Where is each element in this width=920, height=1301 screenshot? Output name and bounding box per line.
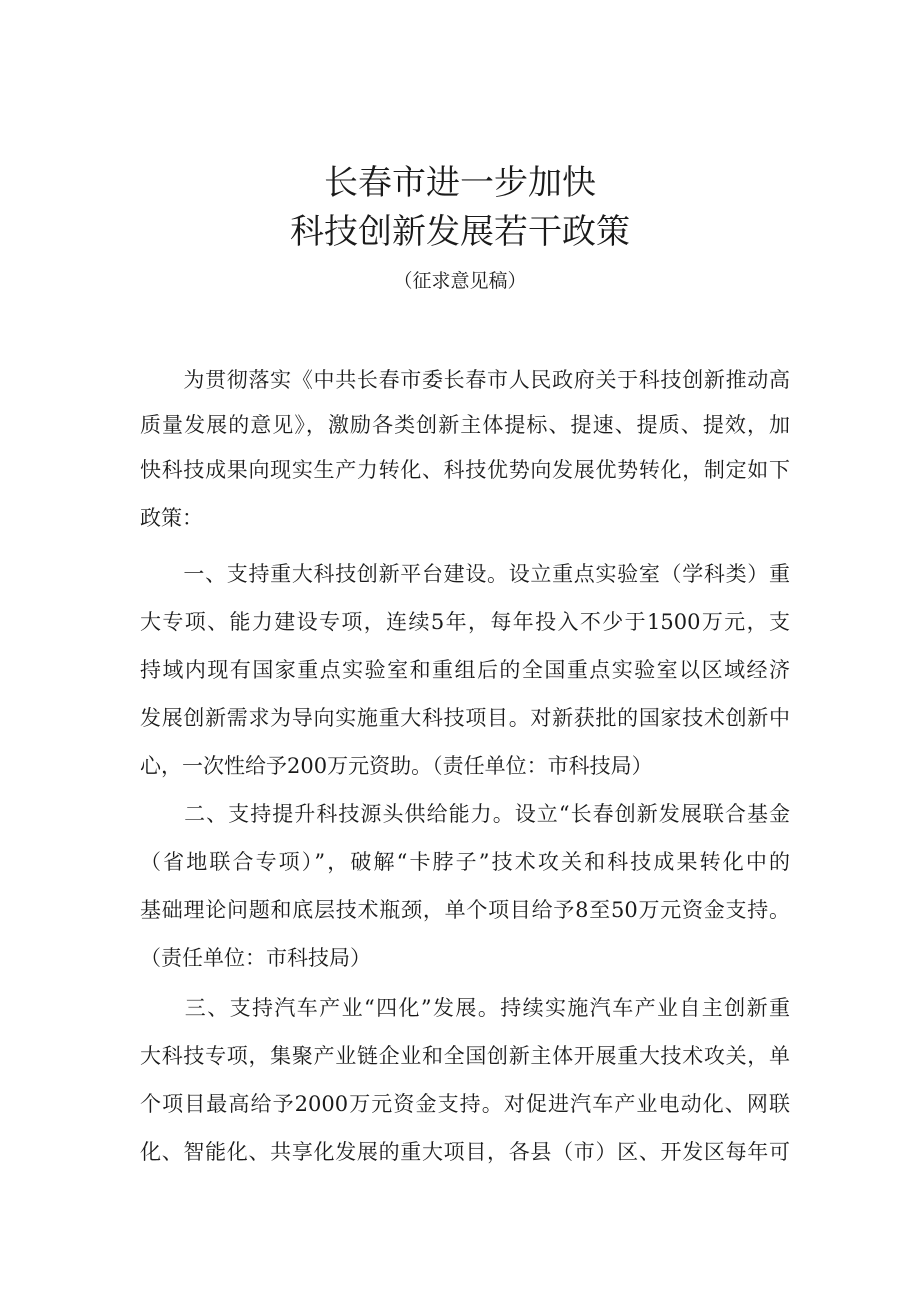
body-line: 大科技专项，集聚产业链企业和全国创新主体开展重大技术攻关，单	[140, 1044, 790, 1068]
body-line: 快科技成果向现实生产力转化、科技优势向发展优势转化，制定如下	[140, 458, 790, 482]
body-line: 基础理论问题和底层技术瓶颈，单个项目给予8至50万元资金支持。	[140, 898, 790, 922]
body-line: 三、支持汽车产业“四化”发展。持续实施汽车产业自主创新重	[140, 996, 790, 1020]
body-line: 质量发展的意见》，激励各类创新主体提标、提速、提质、提效，加	[140, 413, 790, 437]
document-subtitle: （征求意见稿）	[393, 270, 527, 292]
body-line: 政策：	[140, 506, 203, 530]
document-title-line-1: 长春市进一步加快	[324, 163, 596, 203]
body-line: 持域内现有国家重点实验室和重组后的全国重点实验室以区域经济	[140, 658, 790, 682]
body-line: 大专项、能力建设专项，连续5年，每年投入不少于1500万元，支	[140, 610, 790, 634]
body-line: 化、智能化、共享化发展的重大项目，各县（市）区、开发区每年可	[140, 1140, 790, 1164]
body-line: 为贯彻落实《中共长春市委长春市人民政府关于科技创新推动高	[140, 368, 790, 392]
body-line: 二、支持提升科技源头供给能力。设立“长春创新发展联合基金	[140, 802, 790, 826]
document-title-line-2: 科技创新发展若干政策	[290, 212, 630, 252]
body-line: （省地联合专项）”，破解“卡脖子”技术攻关和科技成果转化中的	[140, 850, 790, 874]
body-line: 个项目最高给予2000万元资金支持。对促进汽车产业电动化、网联	[140, 1092, 790, 1116]
body-line: （责任单位：市科技局）	[140, 946, 371, 970]
body-line: 心，一次性给予200万元资助。（责任单位：市科技局）	[140, 754, 653, 778]
body-line: 一、支持重大科技创新平台建设。设立重点实验室（学科类）重	[140, 562, 790, 586]
body-line: 发展创新需求为导向实施重大科技项目。对新获批的国家技术创新中	[140, 706, 790, 730]
